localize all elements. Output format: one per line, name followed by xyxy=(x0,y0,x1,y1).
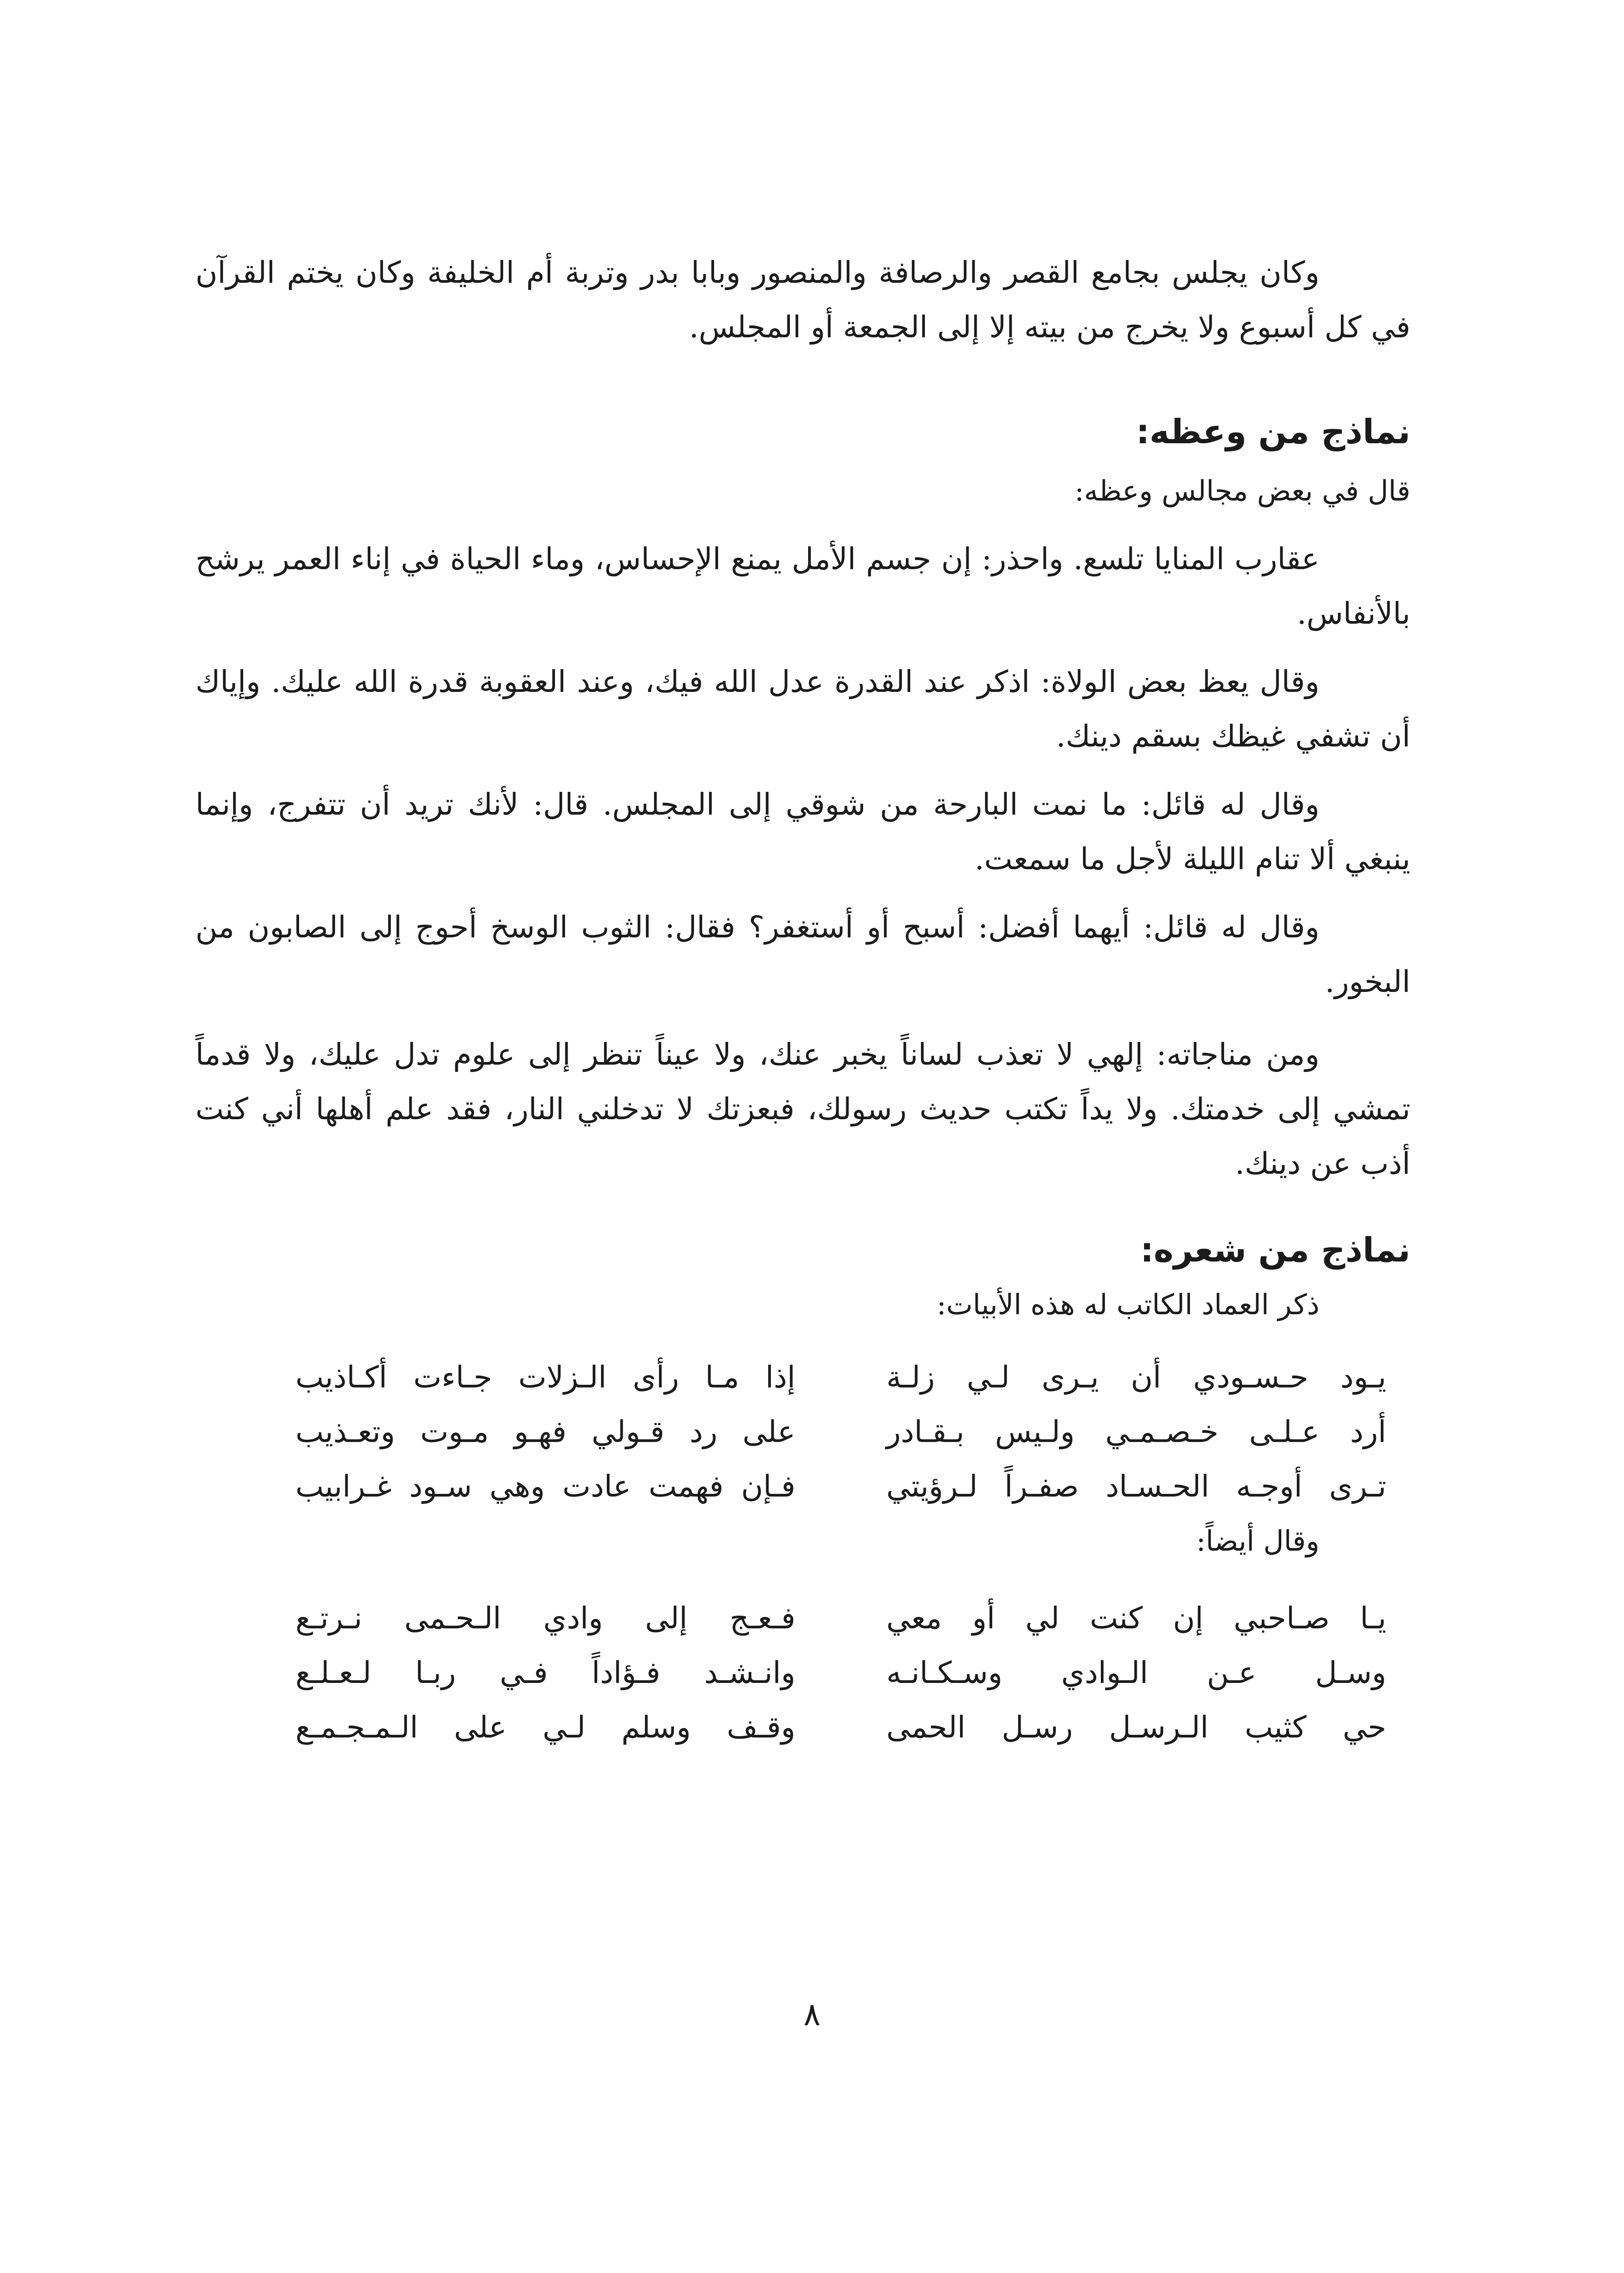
verse-line xyxy=(295,1700,1386,1755)
sermon-paragraph: عقارب المنايا تلسع. واحذر: إن جسم الأمل يمنع الإحساس، وماء الحياة في إناء العمر يرشح بالأنفاس. xyxy=(195,541,1410,631)
verse-first-hemistich: وسـل عـن الـوادي وسـكـانـه xyxy=(886,1655,1386,1690)
verse-second-hemistich: على رد قـولي فهـو مـوت وتعـذيب xyxy=(295,1414,795,1449)
prayer-paragraph: ومن مناجاته: إلهي لا تعذب لساناً يخبر عنك، ولا عيناً تنظر إلى علوم تدل عليك، ولا قدماً تمشي إلى خدمتك. ولا يداً تكتب حديث رسولك، فبعزتك لا تدخلني النار، فقد علم أهلها أني كنت أذب عن دينك. xyxy=(195,1037,1410,1181)
verse-first-hemistich: يـود حـسـودي أن يـرى لـي زلـة xyxy=(886,1360,1386,1395)
verse-second-hemistich: فـإن فهمت عادت وهي سـود غـرابيب xyxy=(295,1469,795,1504)
sermons-subheading: قال في بعض مجالس وعظه: xyxy=(1074,474,1410,507)
sermons-heading: نماذج من وعظه: xyxy=(1136,412,1410,451)
verse-first-hemistich: حي كثيب الـرسـل رسـل الحمى xyxy=(886,1710,1386,1745)
sermon-paragraph: وقال يعظ بعض الولاة: اذكر عند القدرة عدل الله فيك، وعند العقوبة قدرة الله عليك. وإياك أن تشفي غيظك بسقم دينك. xyxy=(195,664,1410,754)
verse-second-hemistich: وانـشـد فـؤاداً فـي ربـا لـعـلـع xyxy=(295,1655,795,1690)
page-body xyxy=(195,245,1410,1755)
verse-second-hemistich: فـعـج إلى وادي الـحـمى نـرتـع xyxy=(295,1601,795,1636)
poetry-heading: نماذج من شعره: xyxy=(1140,1231,1410,1270)
poem-1 xyxy=(295,1350,1386,1514)
verse-line xyxy=(295,1646,1386,1700)
verse-line xyxy=(295,1591,1386,1646)
poem-2 xyxy=(295,1591,1386,1755)
verse-first-hemistich: أرد عـلـى خـصـمـي ولـيس بـقـادر xyxy=(886,1414,1386,1449)
verse-line xyxy=(295,1459,1386,1514)
verse-second-hemistich: وقـف وسلم لـي على الـمـجـمـع xyxy=(295,1710,795,1745)
verse-first-hemistich: يـا صـاحبي إن كنت لي أو معي xyxy=(886,1601,1386,1636)
intro-paragraph: وكان يجلس بجامع القصر والرصافة والمنصور وبابا بدر وتربة أم الخليفة وكان يختم القرآن في كل أسبوع ولا يخرج من بيته إلا إلى الجمعة أو المجلس. xyxy=(195,255,1410,345)
verse-line xyxy=(295,1405,1386,1459)
sermon-paragraph: وقال له قائل: أيهما أفضل: أسبح أو أستغفر؟ فقال: الثوب الوسخ أحوج إلى الصابون من البخور. xyxy=(195,910,1410,999)
sermon-paragraph: وقال له قائل: ما نمت البارحة من شوقي إلى المجلس. قال: لأنك تريد أن تتفرج، وإنما ينبغي ألا تنام الليلة لأجل ما سمعت. xyxy=(195,787,1410,876)
verse-first-hemistich: تـرى أوجـه الحـسـاد صفـراً لـرؤيتي xyxy=(886,1469,1386,1504)
poetry-intro: ذكر العماد الكاتب له هذه الأبيات: xyxy=(936,1288,1319,1321)
verse-second-hemistich: إذا مـا رأى الـزلات جـاءت أكـاذيب xyxy=(295,1360,795,1395)
verse-line xyxy=(295,1350,1386,1405)
page-number: ٨ xyxy=(803,1996,821,2033)
poem-2-intro: وقال أيضاً: xyxy=(1196,1524,1319,1557)
